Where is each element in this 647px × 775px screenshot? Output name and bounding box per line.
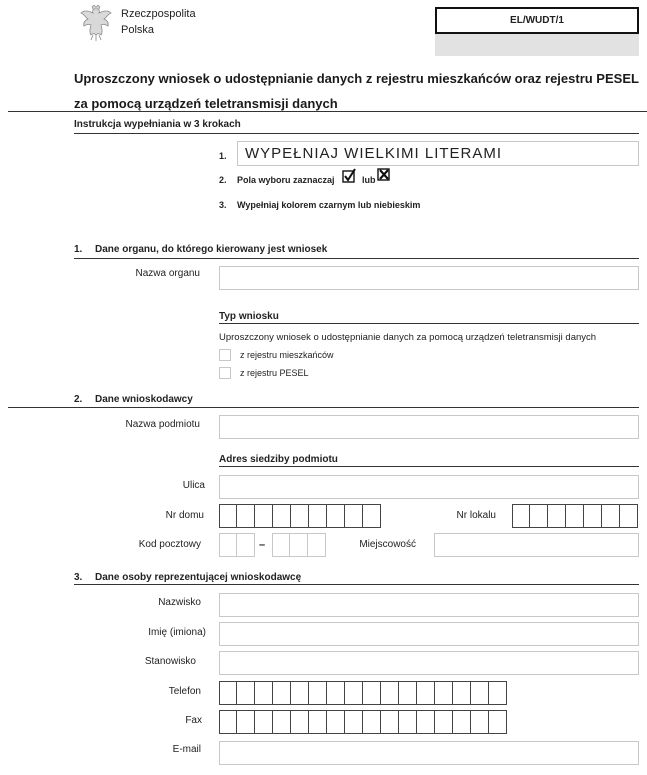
option-residents-register-label: z rejestru mieszkańców bbox=[240, 350, 334, 360]
entity-name-input[interactable] bbox=[219, 415, 639, 439]
address-divider bbox=[219, 466, 639, 467]
title-line2: za pomocą urządzeń teletransmisji danych bbox=[74, 96, 338, 111]
section2-number: 2. bbox=[74, 394, 83, 405]
surname-label: Nazwisko bbox=[158, 597, 201, 608]
organ-name-input[interactable] bbox=[219, 266, 639, 290]
postal-code-separator: – bbox=[259, 539, 266, 551]
section1-divider bbox=[74, 258, 639, 259]
title-line1: Uproszczony wniosek o udostępnianie danych z rejestru mieszkańców oraz rejestru PESEL bbox=[74, 71, 639, 86]
instructions-heading: Instrukcja wypełniania w 3 krokach bbox=[74, 119, 241, 130]
postal-code-label: Kod pocztowy bbox=[138, 539, 201, 550]
option-pesel-register-label: z rejestru PESEL bbox=[240, 368, 309, 378]
section1-title: Dane organu, do którego kierowany jest wniosek bbox=[95, 244, 328, 255]
request-type-divider bbox=[219, 323, 639, 324]
eagle-emblem-icon bbox=[78, 4, 114, 44]
email-input[interactable] bbox=[219, 741, 639, 765]
street-label: Ulica bbox=[182, 480, 205, 491]
checkmark-example-icon bbox=[342, 168, 356, 184]
issuer-name-line2: Polska bbox=[121, 24, 155, 36]
entity-name-label: Nazwa podmiotu bbox=[125, 419, 200, 430]
fax-input[interactable] bbox=[219, 710, 507, 734]
section1-number: 1. bbox=[74, 244, 83, 255]
step2-text: Pola wyboru zaznaczaj bbox=[237, 175, 335, 185]
section3-title: Dane osoby reprezentującej wnioskodawcę bbox=[95, 572, 302, 583]
house-number-input[interactable] bbox=[219, 504, 381, 528]
house-number-label: Nr domu bbox=[165, 510, 204, 521]
email-label: E-mail bbox=[172, 744, 201, 755]
position-input[interactable] bbox=[219, 651, 639, 675]
office-use-box bbox=[435, 34, 639, 56]
address-heading: Adres siedziby podmiotu bbox=[219, 454, 338, 465]
section2-divider bbox=[8, 407, 639, 408]
phone-input[interactable] bbox=[219, 681, 507, 705]
phone-label: Telefon bbox=[168, 686, 201, 697]
step1-text: WYPEŁNIAJ WIELKIMI LITERAMI bbox=[245, 145, 503, 162]
street-input[interactable] bbox=[219, 475, 639, 499]
step1-example-box bbox=[237, 141, 639, 166]
step2-or: lub bbox=[362, 175, 376, 185]
section3-number: 3. bbox=[74, 572, 83, 583]
issuer-name-line1: Rzeczpospolita bbox=[121, 8, 196, 20]
form-title bbox=[74, 66, 644, 116]
section3-divider bbox=[74, 584, 639, 585]
section2-title: Dane wnioskodawcy bbox=[95, 394, 193, 405]
option-residents-register-checkbox[interactable] bbox=[219, 349, 231, 361]
step2-number: 2. bbox=[219, 175, 227, 185]
postal-code-part1-input[interactable] bbox=[219, 533, 255, 557]
title-divider bbox=[8, 111, 647, 112]
request-type-description: Uproszczony wniosek o udostępnianie danych za pomocą urządzeń teletransmisji danych bbox=[219, 332, 597, 343]
step3-text: Wypełniaj kolorem czarnym lub niebieskim bbox=[237, 200, 421, 210]
first-name-input[interactable] bbox=[219, 622, 639, 646]
option-pesel-register-checkbox[interactable] bbox=[219, 367, 231, 379]
cross-example-icon bbox=[377, 167, 391, 182]
request-type-heading: Typ wniosku bbox=[219, 311, 279, 322]
form-code-box bbox=[435, 7, 639, 34]
form-code: EL/WUDT/1 bbox=[510, 15, 564, 26]
flat-number-label: Nr lokalu bbox=[456, 510, 496, 521]
city-label: Miejscowość bbox=[359, 539, 416, 550]
position-label: Stanowisko bbox=[144, 656, 196, 667]
city-input[interactable] bbox=[434, 533, 639, 557]
step3-number: 3. bbox=[219, 200, 227, 210]
postal-code-part2-input[interactable] bbox=[272, 533, 326, 557]
flat-number-input[interactable] bbox=[512, 504, 638, 528]
organ-name-label: Nazwa organu bbox=[135, 268, 200, 279]
first-name-label: Imię (imiona) bbox=[148, 627, 206, 638]
step1-number: 1. bbox=[219, 151, 227, 161]
instructions-divider bbox=[74, 133, 639, 134]
fax-label: Fax bbox=[185, 715, 202, 726]
surname-input[interactable] bbox=[219, 593, 639, 617]
